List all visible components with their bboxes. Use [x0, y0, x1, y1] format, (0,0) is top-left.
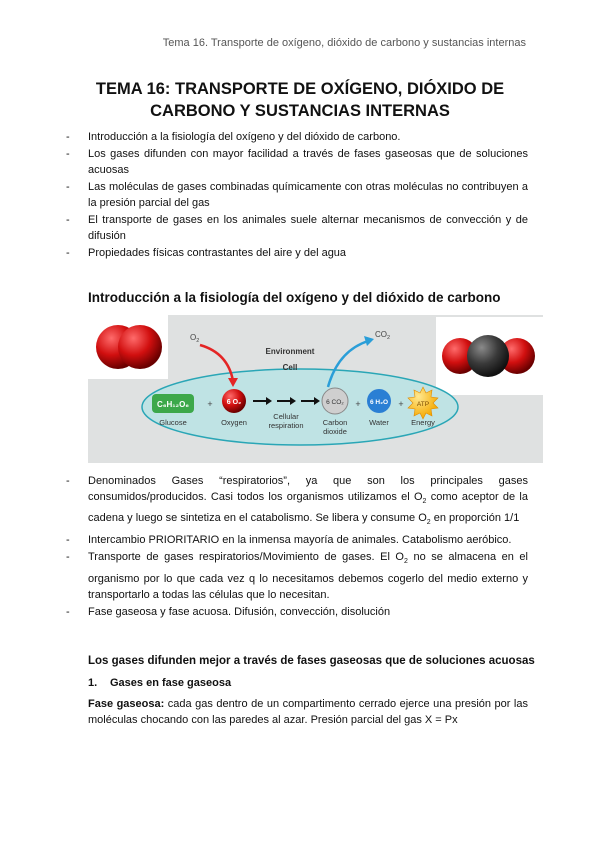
section-heading-diffusion: Los gases difunden mejor a través de fases gaseosas que de soluciones acuosas — [88, 655, 535, 667]
notes-list — [88, 473, 528, 621]
plus-sign: + — [398, 399, 404, 409]
outline-item: - Las moléculas de gases combinadas químicamente con otras moléculas no contribuyen a la presión parcial del gas — [88, 179, 528, 211]
title-line-1: TEMA 16: TRANSPORTE DE OXÍGENO, DIÓXIDO DE — [95, 80, 505, 98]
respiration-label-2: respiration — [268, 421, 304, 430]
outline-item: - Introducción a la fisiología del oxígeno y del dióxido de carbono. — [88, 129, 528, 145]
oxygen-formula: 6 O₂ — [226, 399, 242, 406]
plus-sign: + — [355, 399, 361, 409]
water-label: Water — [369, 418, 389, 427]
respiration-label-1: Cellular — [273, 412, 299, 421]
title-line-2: CARBONO Y SUSTANCIAS INTERNAS — [150, 102, 450, 120]
plus-sign: + — [207, 399, 213, 409]
page-title — [60, 78, 540, 122]
section-heading-intro: Introducción a la fisiología del oxígeno y del dióxido de carbono — [88, 290, 501, 305]
outline-list — [88, 129, 528, 262]
oxygen-label: Oxygen — [221, 418, 247, 427]
subsection-heading — [88, 677, 231, 689]
subsection-title: Gases en fase gaseosa — [110, 677, 232, 689]
o2-molecule-icon — [96, 325, 162, 369]
note-item: - Intercambio PRIORITARIO en la inmensa mayoría de animales. Catabolismo aeróbico. — [88, 532, 528, 548]
glucose-formula: C₆H₁₂O₆ — [157, 400, 189, 409]
subsection-number: 1. — [88, 677, 98, 689]
atp-formula: ATP — [416, 401, 430, 408]
note-item: - Fase gaseosa y fase acuosa. Difusión, convección, disolución — [88, 604, 528, 620]
energy-label: Energy — [411, 418, 435, 427]
cell-label: Cell — [282, 363, 298, 372]
note-item: - Transporte de gases respiratorios/Movimiento de gases. El $O_2$ no se almacena en el organismo por lo que cada vez q lo necesitamos debemos cogerlo del medio externo y transportarlo a todas las células que lo necesitan. — [88, 549, 528, 602]
paragraph-gas-phase — [88, 696, 528, 728]
o2-label: $O_2$ — [190, 333, 200, 344]
respiration-figure — [88, 315, 543, 463]
environment-label: Environment — [265, 347, 315, 356]
running-header: Tema 16. Transporte de oxígeno, dióxido de carbono y sustancias internas — [162, 37, 526, 49]
note-item: - Denominados Gases “respiratorios”, ya que son los principales gases consumidos/producidos. Casi todos los organismos utilizamos el $O_2$ como aceptor de la cadena y luego se sintetiza en el catabolismo. Se libera y consume $O_2$ en proporción 1/1 — [88, 473, 528, 531]
water-formula: 6 H₂O — [369, 399, 389, 406]
outline-item: - El transporte de gases en los animales suele alternar mecanismos de convección y de difusión — [88, 212, 528, 244]
paragraph-text: cada gas dentro de un compartimento cerrado ejerce una presión por las moléculas chocando con las paredes al azar. Presión parcial del gas X = Px — [88, 698, 528, 726]
glucose-label: Glucose — [159, 418, 187, 427]
outline-item: - Los gases difunden con mayor facilidad a través de fases gaseosas que de soluciones acuosas — [88, 146, 528, 178]
outline-item: - Propiedades físicas contrastantes del aire y del agua — [88, 245, 528, 261]
co2-label: $CO_2$ — [375, 330, 391, 341]
co2-molecule-icon — [442, 335, 535, 377]
paragraph-label: Fase gaseosa: — [88, 698, 165, 710]
carbon-label-2: dioxide — [323, 427, 347, 436]
co2-formula: 6 CO₂ — [326, 399, 344, 406]
carbon-label-1: Carbon — [322, 418, 348, 427]
